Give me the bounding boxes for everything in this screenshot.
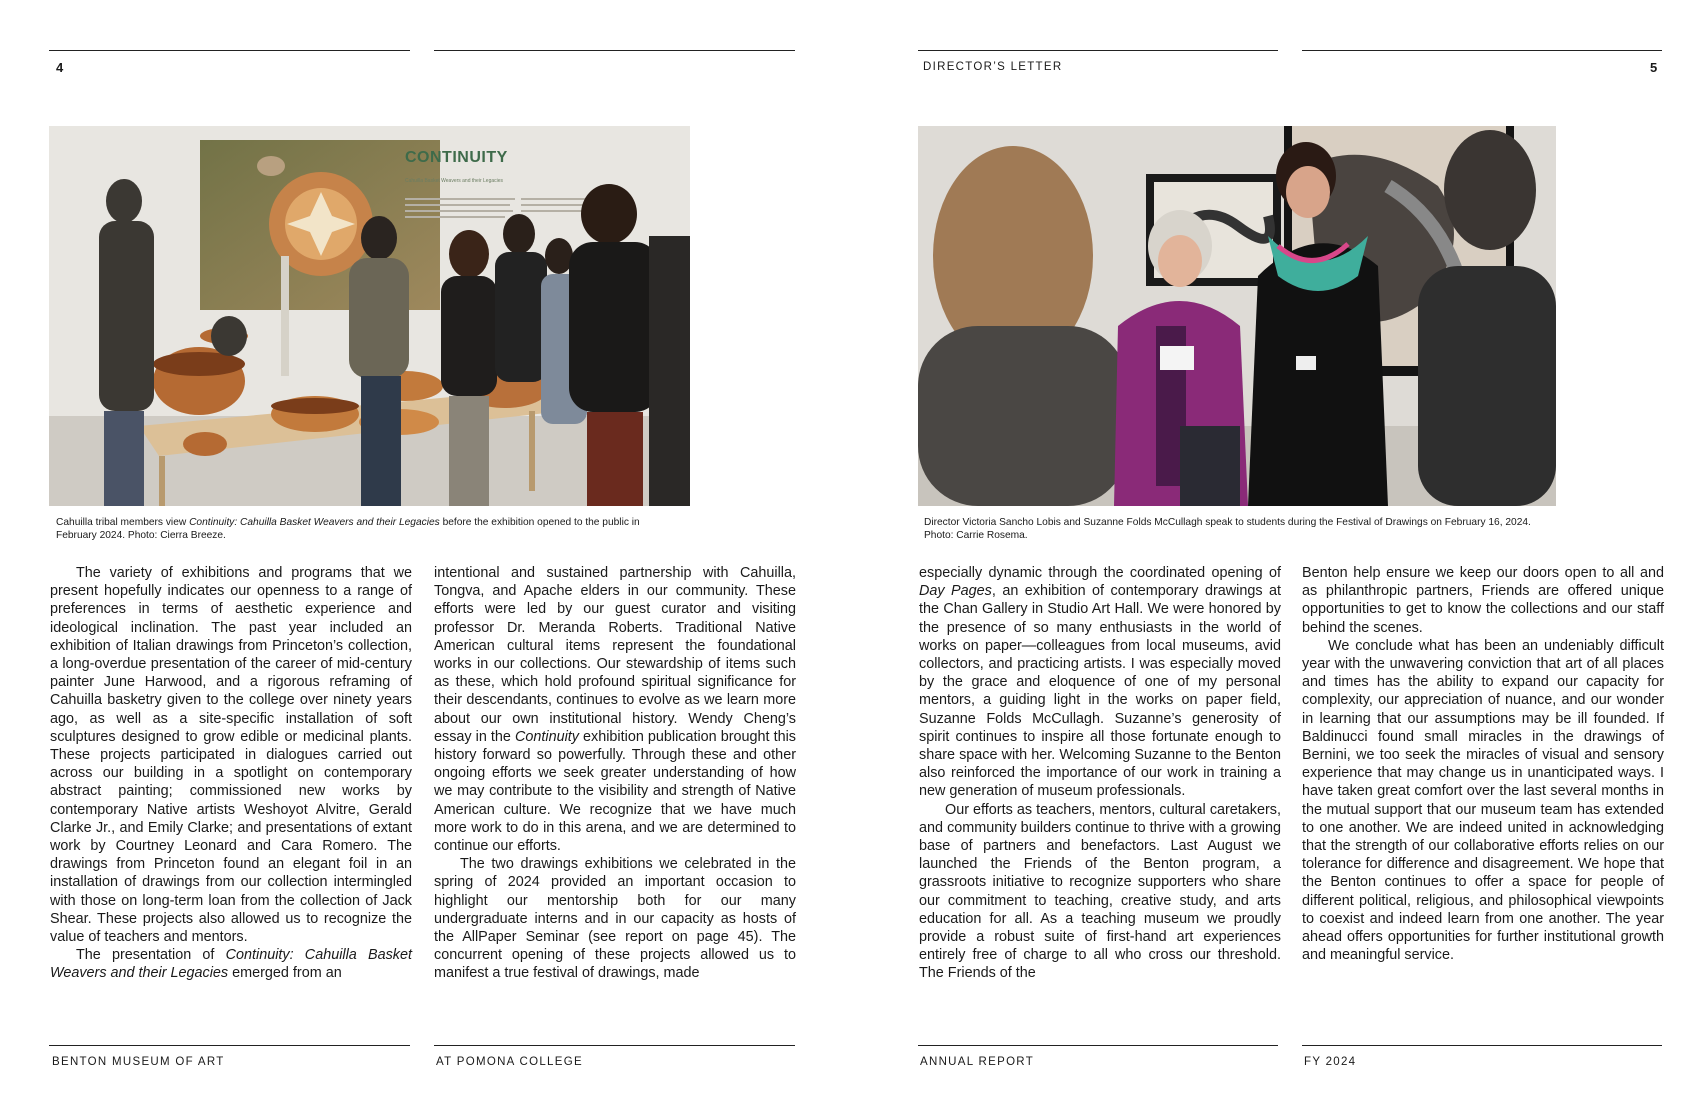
bottom-rule-right-2 <box>1302 1045 1662 1046</box>
col4-paragraph-1: Benton help ensure we keep our doors open to all and as philanthropic partners, Friends are offered unique opportunities to get to know the collections and our staff behind the scenes. <box>1302 565 1664 636</box>
caption-left-post: before the exhibition opened to the public in February 2024. Photo: Cierra Breeze. <box>56 517 640 541</box>
text-column-3 <box>919 564 1281 983</box>
col3-paragraph-2: Our efforts as teachers, mentors, cultural caretakers, and community builders continue to thrive with a growing base of partners and benefactors. Last August we launched the Friends of the Benton program, a grassroots initiative to recognize supporters who share our commitment to teaching, creative study, and arts education for all. As a teaching museum we proudly provide a robust suite of first-hand art experiences entirely free of charge to all who cross our threshold. The Friends of the <box>919 801 1281 982</box>
photo-basket-exhibition <box>49 126 690 506</box>
top-rule-left-2 <box>434 50 795 51</box>
col2-paragraph-2: The two drawings exhibitions we celebrated in the spring of 2024 provided an important occasion to highlight our mentorship both for our many undergraduate interns and in our capacity as hosts of the AllPaper Seminar (see report on page 45). The concurrent opening of these projects allowed us to manifest a true festival of drawings, made <box>434 856 796 982</box>
wall-subtitle: Cahuilla Basket Weavers and their Legacies <box>405 178 504 184</box>
director-mentor-image <box>918 126 1556 506</box>
caption-left-italic: Continuity: Cahuilla Basket Weavers and their Legacies <box>189 517 440 528</box>
footer-college-name: AT POMONA COLLEGE <box>436 1056 583 1068</box>
page-number-left: 4 <box>56 60 64 75</box>
photo-caption-left <box>56 516 676 542</box>
col4-paragraph-2: We conclude what has been an undeniably difficult year with the unwavering conviction that art of all places and times has the ability to expand our capacity for complexity, our appreciation of nuance, and our wonder in learning that our assumptions may be ill founded. If Baldinucci found small miracles in the drawings of Bernini, we too seek the miracles of visual and sensory experience that may change us in unanticipated ways. I have taken great comfort over the last several months in the mutual support that our museum team has extended to one another. We are indeed united in acknowledging that the strength of our collaborative efforts relies on our tolerance for difference and disagreement. We hope that the Benton continues to offer a space for people of different political, religious, and philosophical viewpoints to coexist and indeed learn from one another. The year ahead offers opportunities for further institutional growth and meaningful service. <box>1302 637 1664 964</box>
bottom-rule-right-1 <box>918 1045 1278 1046</box>
basket-exhibition-image <box>49 126 690 506</box>
top-rule-left-1 <box>49 50 410 51</box>
col1-paragraph-2: The presentation of Continuity: Cahuilla Basket Weavers and their Legacies emerged from an <box>50 947 412 982</box>
photo-caption-right: Director Victoria Sancho Lobis and Suzanne Folds McCullagh speak to students during the Festival of Drawings on February 16, 2024. Photo: Carrie Rosema. <box>924 517 1531 541</box>
text-column-2 <box>434 564 796 983</box>
col1-paragraph-1: The variety of exhibitions and programs that we present hopefully indicates our openness to a range of preferences in terms of aesthetic experience and ideological inclination. The past year included an exhibition of Italian drawings from Princeton’s collection, a long-overdue presentation of the career of mid-century painter June Harwood, and a rigorous reframing of Cahuilla basketry given to the college over ninety years ago, as well as a site-specific installation of soft sculptures designed to grow edible or medicinal plants. These projects participated in dialogues carried out across our building in a spotlight on contemporary abstract painting; commissioned new works by contemporary Native artists Weshoyot Alvitre, Gerald Clarke Jr., and Emily Clarke; and presentations of extant work by Courtney Leonard and Cara Romero. The drawings from Princeton found an elegant foil in an installation of drawings from our collection intermingled with those on long-term loan from the collection of Jack Shear. These projects also allowed us to recognize the value of teachers and mentors. <box>50 565 412 946</box>
bottom-rule-left-1 <box>49 1045 410 1046</box>
page-number-right: 5 <box>1650 60 1658 75</box>
top-rule-right-1 <box>918 50 1278 51</box>
footer-fiscal-year: FY 2024 <box>1304 1056 1357 1068</box>
section-header: DIRECTOR’S LETTER <box>923 61 1063 73</box>
footer-museum-name: BENTON MUSEUM OF ART <box>52 1056 225 1068</box>
text-column-4 <box>1302 564 1664 964</box>
caption-left-pre: Cahuilla tribal members view <box>56 517 190 528</box>
col3-paragraph-1: especially dynamic through the coordinated opening of Day Pages, an exhibition of contemporary drawings at the Chan Gallery in Studio Art Hall. We were honored by the presence of so many enthusiasts in the world of works on paper—colleagues from local museums, avid collectors, and practicing artists. I was especially moved by the grace and eloquence of one of my personal mentors, a guiding light in the works on paper field, Suzanne Folds McCullagh. Suzanne’s generosity of spirit continues to inspire all those fortunate enough to share space with her. Welcoming Suzanne to the Benton also reinforced the importance of our work in training a new generation of museum professionals. <box>919 565 1281 800</box>
top-rule-right-2 <box>1302 50 1662 51</box>
photo-director-and-mentor <box>918 126 1556 506</box>
text-column-1 <box>50 564 412 983</box>
footer-annual-report: ANNUAL REPORT <box>920 1056 1035 1068</box>
wall-title: CONTINUITY <box>405 149 508 166</box>
bottom-rule-left-2 <box>434 1045 795 1046</box>
col2-paragraph-1: intentional and sustained partnership with Cahuilla, Tongva, and Apache elders in our community. These efforts were led by our guest curator and visiting professor Dr. Meranda Roberts. Traditional Native American cultural items represent the foundational works in our collections. Our stewardship of items such as these, which hold profound spiritual significance for their descendants, continues to evolve as we learn more about our own institutional history. Wendy Cheng’s essay in the Continuity exhibition publication brought this history forward so powerfully. Through these and other ongoing efforts we seek greater understanding of how we may contribute to the visibility and strength of Native American culture. We recognize that we have much more work to do in this arena, and we are determined to continue our efforts. <box>434 565 796 855</box>
